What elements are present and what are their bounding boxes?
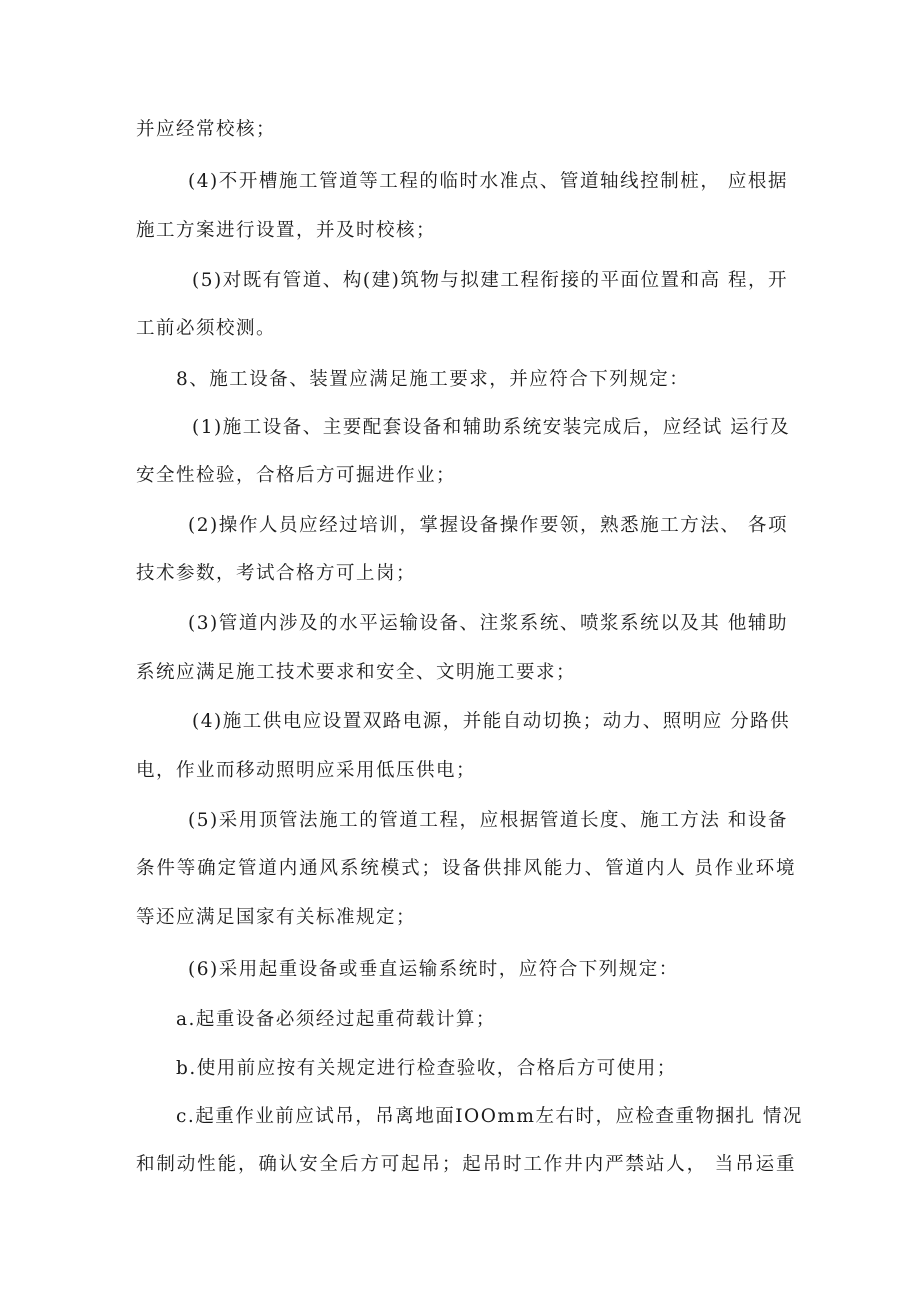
text-line: (4)施工供电应设置双路电源，并能自动切换；动力、照明应 分路供: [192, 711, 791, 732]
text-line: (5)采用顶管法施工的管道工程，应根据管道长度、施工方法 和设备: [188, 810, 788, 831]
text-line: 电，作业而移动照明应采用低压供电；: [136, 760, 477, 781]
text-line: (6)采用起重设备或垂直运输系统时，应符合下列规定：: [188, 959, 679, 980]
text-line: (4)不开槽施工管道等工程的临时水准点、管道轴线控制桩， 应根据: [188, 171, 788, 192]
text-line: 安全性检验，合格后方可掘进作业；: [136, 465, 457, 486]
text-line: (3)管道内涉及的水平运输设备、注浆系统、喷浆系统以及其 他辅助: [188, 613, 788, 634]
text-line: (2)操作人员应经过培训，掌握设备操作要领，熟悉施工方法、 各项: [188, 515, 788, 536]
text-line: 系统应满足施工技术要求和安全、文明施工要求；: [136, 662, 577, 683]
text-line: (1)施工设备、主要配套设备和辅助系统安装完成后，应经试 运行及: [192, 417, 791, 438]
text-line: 条件等确定管道内通风系统模式；设备供排风能力、管道内人 员作业环境: [136, 858, 796, 879]
text-line: 并应经常校核；: [136, 119, 277, 140]
text-line: a.起重设备必须经过起重荷载计算；: [176, 1009, 496, 1030]
text-line: c.起重作业前应试吊，吊离地面IOOmm左右时，应检查重物捆扎 情况: [176, 1106, 803, 1127]
text-line: 等还应满足国家有关标准规定；: [136, 907, 417, 928]
text-line: 施工方案进行设置，并及时校核；: [136, 220, 437, 241]
text-line: (5)对既有管道、构(建)筑物与拟建工程衔接的平面位置和高 程，开: [192, 270, 788, 291]
text-line: b.使用前应按有关规定进行检查验收，合格后方可使用；: [176, 1058, 677, 1079]
text-line: 8、施工设备、装置应满足施工要求，并应符合下列规定：: [176, 369, 690, 390]
text-line: 和制动性能，确认安全后方可起吊；起吊时工作井内严禁站人， 当吊运重: [136, 1154, 796, 1175]
text-line: 技术参数，考试合格方可上岗；: [136, 563, 417, 584]
text-line: 工前必须校测。: [136, 318, 277, 339]
